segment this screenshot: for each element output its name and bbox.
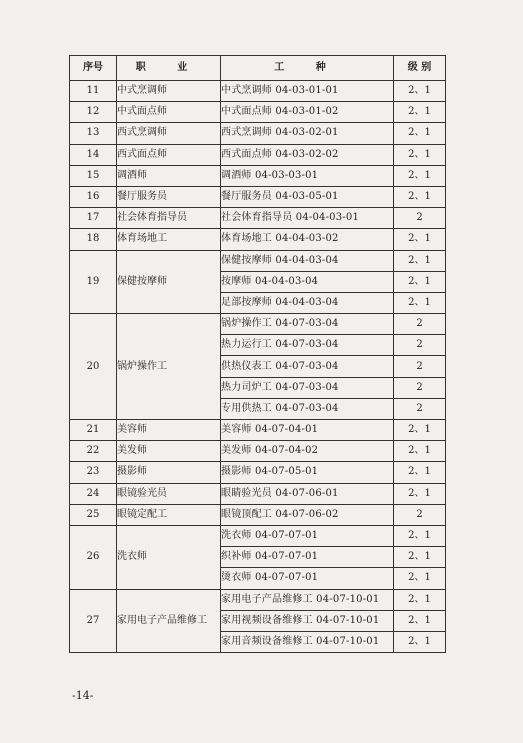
table-row xyxy=(70,208,446,229)
row-number: 26 xyxy=(70,525,117,589)
work-type-cell: 摄影师 04-07-05-01 xyxy=(221,462,394,483)
work-type-cell: 体育场地工 04-04-03-02 xyxy=(221,229,394,250)
level-cell: 2、1 xyxy=(394,462,446,483)
row-number: 21 xyxy=(70,420,117,441)
level-cell: 2 xyxy=(394,356,446,377)
occupation-cell: 西式面点师 xyxy=(117,144,221,165)
occupation-cell: 洗衣师 xyxy=(117,525,221,589)
occupation-cell: 体育场地工 xyxy=(117,229,221,250)
header-occupation: 职 业 xyxy=(117,56,221,81)
level-cell: 2、1 xyxy=(394,144,446,165)
occupation-cell: 家用电子产品维修工 xyxy=(117,589,221,653)
level-cell: 2、1 xyxy=(394,81,446,102)
table-row xyxy=(70,420,446,441)
level-cell: 2、1 xyxy=(394,589,446,610)
work-type-cell: 中式烹调师 04-03-01-01 xyxy=(221,81,394,102)
occupation-cell: 保健按摩师 xyxy=(117,250,221,314)
row-number: 25 xyxy=(70,504,117,525)
work-type-cell: 供热仪表工 04-07-03-04 xyxy=(221,356,394,377)
work-type-cell: 洗衣师 04-07-07-01 xyxy=(221,525,394,546)
level-cell: 2、1 xyxy=(394,229,446,250)
occupation-cell: 西式烹调师 xyxy=(117,123,221,144)
work-type-cell: 中式面点师 04-03-01-02 xyxy=(221,102,394,123)
header-type: 工 种 xyxy=(221,56,394,81)
level-cell: 2、1 xyxy=(394,165,446,186)
work-type-cell: 美容师 04-07-04-01 xyxy=(221,420,394,441)
row-number: 22 xyxy=(70,441,117,462)
level-cell: 2 xyxy=(394,208,446,229)
table-row xyxy=(70,462,446,483)
level-cell: 2、1 xyxy=(394,525,446,546)
table-row xyxy=(70,186,446,207)
table-row xyxy=(70,525,446,546)
work-type-cell: 西式烹调师 04-03-02-01 xyxy=(221,123,394,144)
occupation-cell: 美容师 xyxy=(117,420,221,441)
table-row xyxy=(70,81,446,102)
work-type-cell: 热力运行工 04-07-03-04 xyxy=(221,335,394,356)
level-cell: 2、1 xyxy=(394,631,446,652)
occupation-cell: 眼镜定配工 xyxy=(117,504,221,525)
work-type-cell: 足部按摩师 04-04-03-04 xyxy=(221,292,394,313)
row-number: 20 xyxy=(70,314,117,420)
row-number: 11 xyxy=(70,81,117,102)
table-row xyxy=(70,441,446,462)
occupation-table xyxy=(69,55,446,653)
header-level: 级 别 xyxy=(394,56,446,81)
level-cell: 2、1 xyxy=(394,102,446,123)
level-cell: 2、1 xyxy=(394,483,446,504)
row-number: 19 xyxy=(70,250,117,314)
row-number: 24 xyxy=(70,483,117,504)
level-cell: 2 xyxy=(394,398,446,419)
table-row xyxy=(70,229,446,250)
work-type-cell: 眼睛验光员 04-07-06-01 xyxy=(221,483,394,504)
level-cell: 2 xyxy=(394,504,446,525)
occupation-cell: 社会体育指导员 xyxy=(117,208,221,229)
row-number: 16 xyxy=(70,186,117,207)
row-number: 18 xyxy=(70,229,117,250)
row-number: 12 xyxy=(70,102,117,123)
table-row xyxy=(70,123,446,144)
work-type-cell: 西式面点师 04-03-02-02 xyxy=(221,144,394,165)
work-type-cell: 社会体育指导员 04-04-03-01 xyxy=(221,208,394,229)
table-row xyxy=(70,165,446,186)
work-type-cell: 烫衣师 04-07-07-01 xyxy=(221,568,394,589)
level-cell: 2、1 xyxy=(394,186,446,207)
page-number: -14- xyxy=(72,689,94,702)
table-row xyxy=(70,102,446,123)
level-cell: 2、1 xyxy=(394,250,446,271)
work-type-cell: 按摩师 04-04-03-04 xyxy=(221,271,394,292)
work-type-cell: 专用供热工 04-07-03-04 xyxy=(221,398,394,419)
level-cell: 2 xyxy=(394,314,446,335)
row-number: 15 xyxy=(70,165,117,186)
work-type-cell: 保健按摩师 04-04-03-04 xyxy=(221,250,394,271)
work-type-cell: 锅炉操作工 04-07-03-04 xyxy=(221,314,394,335)
table-body xyxy=(70,81,446,653)
row-number: 14 xyxy=(70,144,117,165)
row-number: 17 xyxy=(70,208,117,229)
work-type-cell: 餐厅服务员 04-03-05-01 xyxy=(221,186,394,207)
work-type-cell: 织补师 04-07-07-01 xyxy=(221,547,394,568)
table-row xyxy=(70,144,446,165)
work-type-cell: 家用音频设备维修工 04-07-10-01 xyxy=(221,631,394,652)
level-cell: 2、1 xyxy=(394,123,446,144)
work-type-cell: 调酒师 04-03-03-01 xyxy=(221,165,394,186)
occupation-cell: 中式烹调师 xyxy=(117,81,221,102)
table-row xyxy=(70,504,446,525)
header-no: 序号 xyxy=(70,56,117,81)
level-cell: 2、1 xyxy=(394,610,446,631)
level-cell: 2 xyxy=(394,335,446,356)
row-number: 27 xyxy=(70,589,117,653)
occupation-cell: 美发师 xyxy=(117,441,221,462)
level-cell: 2、1 xyxy=(394,420,446,441)
work-type-cell: 眼镜顶配工 04-07-06-02 xyxy=(221,504,394,525)
work-type-cell: 热力司炉工 04-07-03-04 xyxy=(221,377,394,398)
work-type-cell: 家用电子产品维修工 04-07-10-01 xyxy=(221,589,394,610)
level-cell: 2、1 xyxy=(394,271,446,292)
row-number: 23 xyxy=(70,462,117,483)
level-cell: 2、1 xyxy=(394,441,446,462)
level-cell: 2、1 xyxy=(394,568,446,589)
occupation-cell: 餐厅服务员 xyxy=(117,186,221,207)
table-header-row xyxy=(70,56,446,81)
occupation-cell: 调酒师 xyxy=(117,165,221,186)
work-type-cell: 美发师 04-07-04-02 xyxy=(221,441,394,462)
occupation-cell: 眼镜验光员 xyxy=(117,483,221,504)
work-type-cell: 家用视频设备维修工 04-07-10-01 xyxy=(221,610,394,631)
row-number: 13 xyxy=(70,123,117,144)
level-cell: 2 xyxy=(394,377,446,398)
table-row xyxy=(70,314,446,335)
table-row xyxy=(70,589,446,610)
level-cell: 2、1 xyxy=(394,292,446,313)
level-cell: 2、1 xyxy=(394,547,446,568)
table-row xyxy=(70,250,446,271)
occupation-cell: 中式面点师 xyxy=(117,102,221,123)
table-row xyxy=(70,483,446,504)
occupation-cell: 摄影师 xyxy=(117,462,221,483)
occupation-cell: 锅炉操作工 xyxy=(117,314,221,420)
